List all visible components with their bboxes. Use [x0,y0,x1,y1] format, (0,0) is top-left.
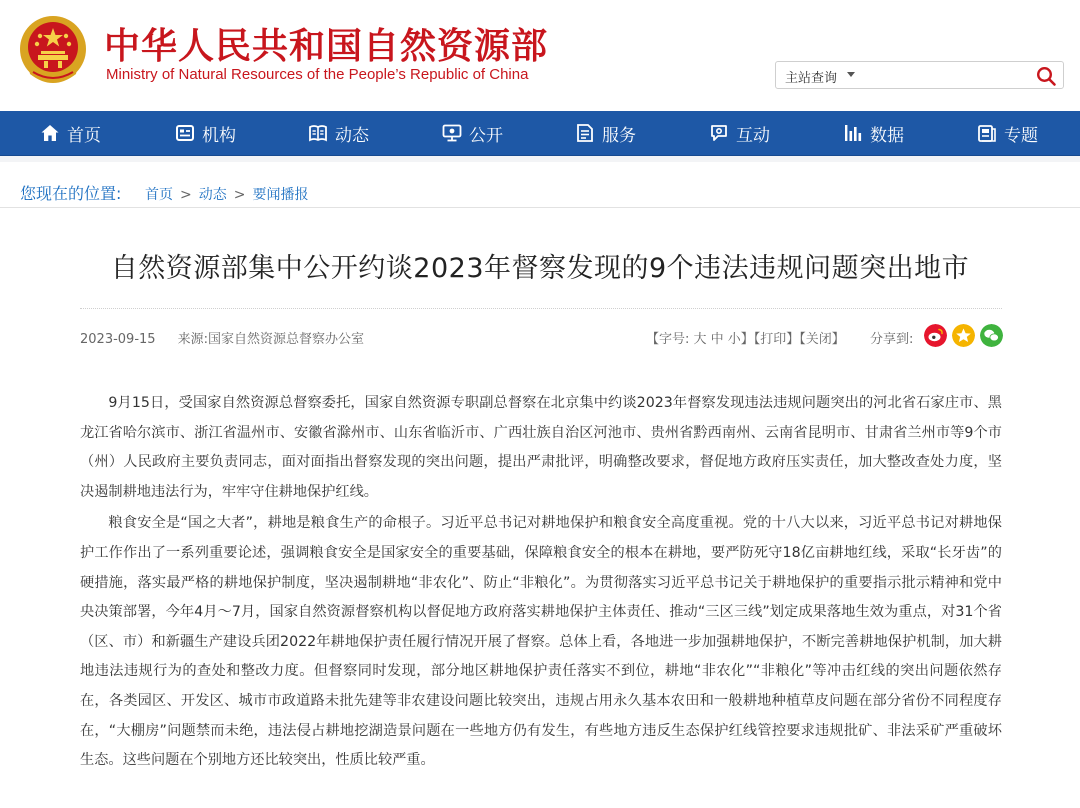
disclosure-icon [442,123,462,143]
nav-item-label: 互动 [736,125,770,146]
site-header [0,0,1080,111]
nav-item-disclosure[interactable] [442,111,503,155]
breadcrumb-separator: > [233,187,246,203]
breadcrumb-item-headlines[interactable]: 要闻播报 [252,187,309,203]
qzone-share-icon[interactable] [952,324,975,347]
chat-icon [709,123,729,143]
nav-item-service[interactable] [575,111,636,155]
article-title: 自然资源部集中公开约谈2023年督察发现的9个违法违规问题突出地市 [110,253,970,284]
search-scope-select[interactable]: 主站查询 [785,71,838,86]
breadcrumb-lead: 您现在的位置: [20,184,122,203]
bar-chart-icon [843,123,863,143]
breadcrumb-item-news[interactable]: 动态 [198,187,227,203]
nav-item-topic[interactable] [977,111,1038,155]
article-date: 2023-09-15 [80,332,156,347]
nav-item-label: 机构 [202,125,236,146]
nav-item-label: 服务 [602,125,636,146]
news-icon [308,123,328,143]
breadcrumb-separator: > [180,187,192,203]
article-body [80,389,1002,778]
site-title: 中华人民共和国自然资源部 [104,26,549,67]
weibo-share-icon[interactable] [924,324,947,347]
organization-icon [175,123,195,143]
nav-item-news[interactable] [308,111,369,155]
nav-item-home[interactable] [40,111,101,155]
wechat-share-icon[interactable] [980,324,1003,347]
breadcrumb-item-home[interactable]: 首页 [145,187,173,203]
breadcrumb [0,162,1080,208]
nav-item-data[interactable] [843,111,904,155]
national-emblem-icon[interactable] [18,14,88,88]
breadcrumb-links [145,184,308,204]
site-title-english: Ministry of Natural Resources of the People’s Republic of China [106,66,529,83]
article-paragraph: 9月15日，受国家自然资源总督察委托，国家自然资源专职副总督察在北京集中约谈2023年督察发现违法违规问题突出的河北省石家庄市、黑龙江省哈尔滨市、浙江省温州市、安徽省滁州市、山东省临沂市、广西壮族自治区河池市、贵州省黔西南州、云南省昆明市、甘肃省兰州市等9个市（州）人民政府主要负责同志，面对面指出督察发现的突出问题，提出严肃批评，明确整改要求，督促地方政府压实责任，加大整改查处力度，坚决遏制耕地违法行为，牢牢守住耕地保护红线。 [80,395,1002,500]
search-icon[interactable] [1035,65,1057,87]
share-label: 分享到: [870,332,914,347]
nav-item-label: 动态 [335,125,369,146]
article-source: 来源:国家自然资源总督察办公室 [177,332,364,347]
search-box[interactable] [775,61,1064,89]
topic-icon [977,123,997,143]
main-nav [0,111,1080,156]
nav-item-label: 公开 [469,125,503,146]
article-meta [80,328,364,347]
nav-item-interaction[interactable] [709,111,770,155]
service-icon [575,123,595,143]
nav-item-organization[interactable] [175,111,236,155]
home-icon [40,123,60,143]
title-divider [80,308,1002,309]
content-panel [0,162,1080,808]
nav-item-label: 专题 [1004,125,1038,146]
article-tools[interactable]: 【字号: 大 中 小】【打印】【关闭】 [646,332,845,347]
nav-item-label: 数据 [870,125,904,146]
chevron-down-icon[interactable] [847,72,855,77]
article-paragraph: 粮食安全是“国之大者”，耕地是粮食生产的命根子。习近平总书记对耕地保护和粮食安全高度重视。党的十八大以来，习近平总书记对耕地保护工作作出了一系列重要论述，强调粮食安全是国家安全的重要基础，保障粮食安全的根本在耕地，要严防死守18亿亩耕地红线，采取“长牙齿”的硬措施，落实最严格的耕地保护制度，坚决遏制耕地“非农化”、防止“非粮化”。为贯彻落实习近平总书记关于耕地保护的重要指示批示精神和党中央决策部署，今年4月～7月，国家自然资源督察机构以督促地方政府落实耕地保护主体责任、推动“三区三线”划定成果落地生效为重点，对31个省（区、市）和新疆生产建设兵团2022年耕地保护责任履行情况开展了督察。总体上看，各地进一步加强耕地保护，不断完善耕地保护机制，加大耕地违法违规行为的查处和整改力度。但督察同时发现，部分地区耕地保护责任落实不到位，耕地“非农化”“非粮化”等冲击红线的突出问题依然存在，各类园区、开发区、城市市政道路未批先建等非农建设问题比较突出，违规占用永久基本农田和一般耕地种植草皮问题在部分省份不同程度存在，“大棚房”问题禁而未绝，违法侵占耕地挖湖造景问题在一些地方仍有发生，有些地方违反生态保护红线管控要求违规批矿、非法采矿严重破坏生态。这些问题在个别地方还比较突出，性质比较严重。 [80,515,1002,769]
nav-item-label: 首页 [67,125,101,146]
